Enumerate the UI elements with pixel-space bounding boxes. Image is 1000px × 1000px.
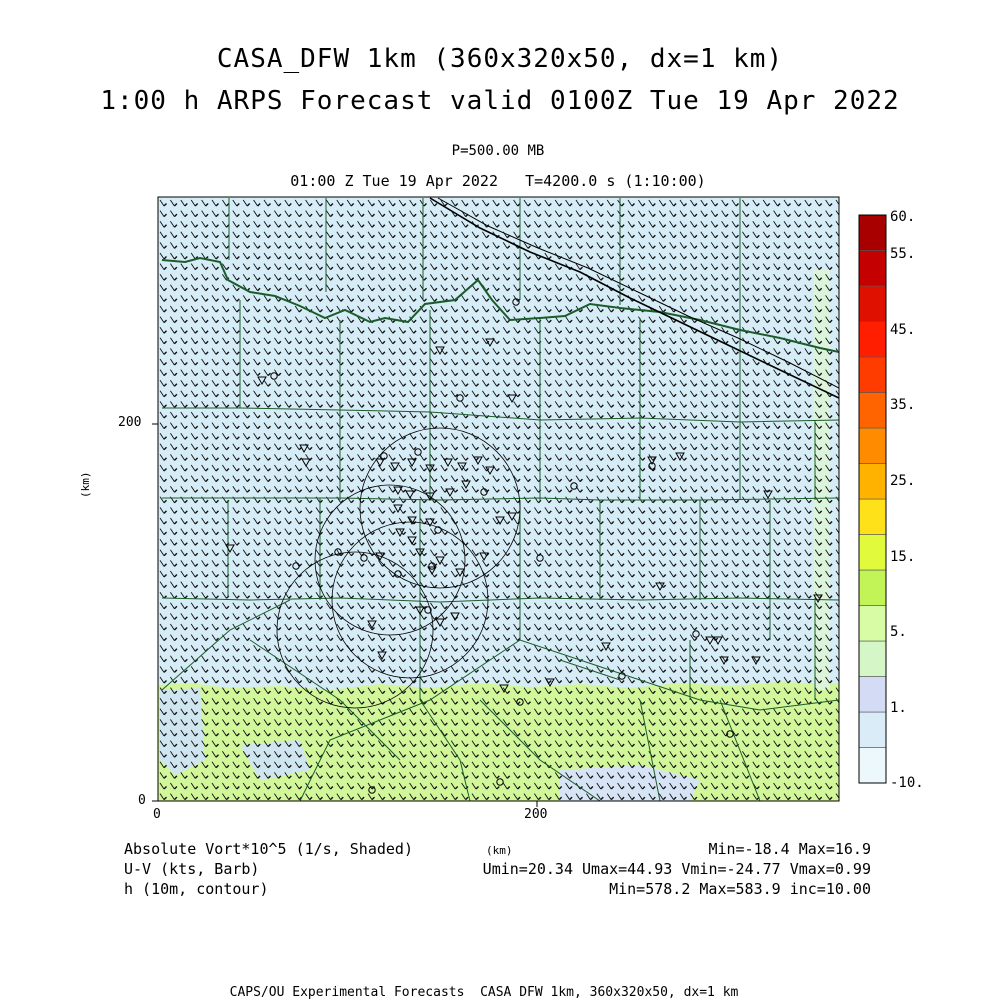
colorbar-swatch xyxy=(859,641,886,677)
colorbar-swatch xyxy=(859,499,886,535)
colorbar-swatch xyxy=(859,393,886,429)
y-tick-label-0: 0 xyxy=(138,793,146,808)
colorbar-swatch xyxy=(859,286,886,322)
colorbar-swatch xyxy=(859,215,886,251)
valid-time-label: 01:00 Z Tue 19 Apr 2022 T=4200.0 s (1:10:00) xyxy=(290,172,706,190)
legend-contour-field: h (10m, contour) xyxy=(124,880,269,898)
colorbar-swatch xyxy=(859,251,886,287)
stats-shaded: Min=-18.4 Max=16.9 xyxy=(708,840,871,858)
colorbar-label: 45. xyxy=(890,322,916,338)
map-subtitle: 1:00 h ARPS Forecast valid 0100Z Tue 19 Apr 2022 xyxy=(100,86,900,116)
legend-shaded-field: Absolute Vort*10^5 (1/s, Shaded) xyxy=(124,840,413,858)
colorbar-label: -10. xyxy=(890,775,924,791)
x-tick-label-200: 200 xyxy=(524,807,548,822)
x-tick-label-0: 0 xyxy=(153,807,161,822)
colorbar-swatch xyxy=(859,712,886,748)
colorbar-swatch xyxy=(859,748,886,784)
colorbar-label: 35. xyxy=(890,397,916,413)
colorbar-label: 15. xyxy=(890,549,916,565)
colorbar-label: 55. xyxy=(890,246,916,262)
colorbar-swatch xyxy=(859,428,886,464)
stats-wind: Umin=20.34 Umax=44.93 Vmin=-24.77 Vmax=0.99 xyxy=(482,860,871,878)
x-axis-unit: (km) xyxy=(486,844,513,857)
pressure-level-label: P=500.00 MB xyxy=(451,143,545,159)
colorbar xyxy=(859,215,886,783)
map-title: CASA_DFW 1km (360x320x50, dx=1 km) xyxy=(216,44,784,74)
colorbar-swatch xyxy=(859,322,886,358)
footer-credit: CAPS/OU Experimental Forecasts CASA DFW 1km, 360x320x50, dx=1 km xyxy=(229,985,739,1000)
colorbar-swatch xyxy=(859,677,886,713)
plot-area xyxy=(158,197,843,801)
y-axis-unit: (km) xyxy=(79,471,92,498)
colorbar-swatch xyxy=(859,464,886,500)
colorbar-label: 5. xyxy=(890,624,907,640)
legend-barb-field: U-V (kts, Barb) xyxy=(124,860,260,878)
y-tick-label-200: 200 xyxy=(118,415,142,430)
colorbar-swatch xyxy=(859,535,886,571)
colorbar-swatch xyxy=(859,570,886,606)
stats-contour: Min=578.2 Max=583.9 inc=10.00 xyxy=(609,880,871,898)
colorbar-swatch xyxy=(859,606,886,642)
colorbar-label: 25. xyxy=(890,473,916,489)
colorbar-label: 60. xyxy=(890,209,916,225)
colorbar-label: 1. xyxy=(890,700,907,716)
colorbar-swatch xyxy=(859,357,886,393)
